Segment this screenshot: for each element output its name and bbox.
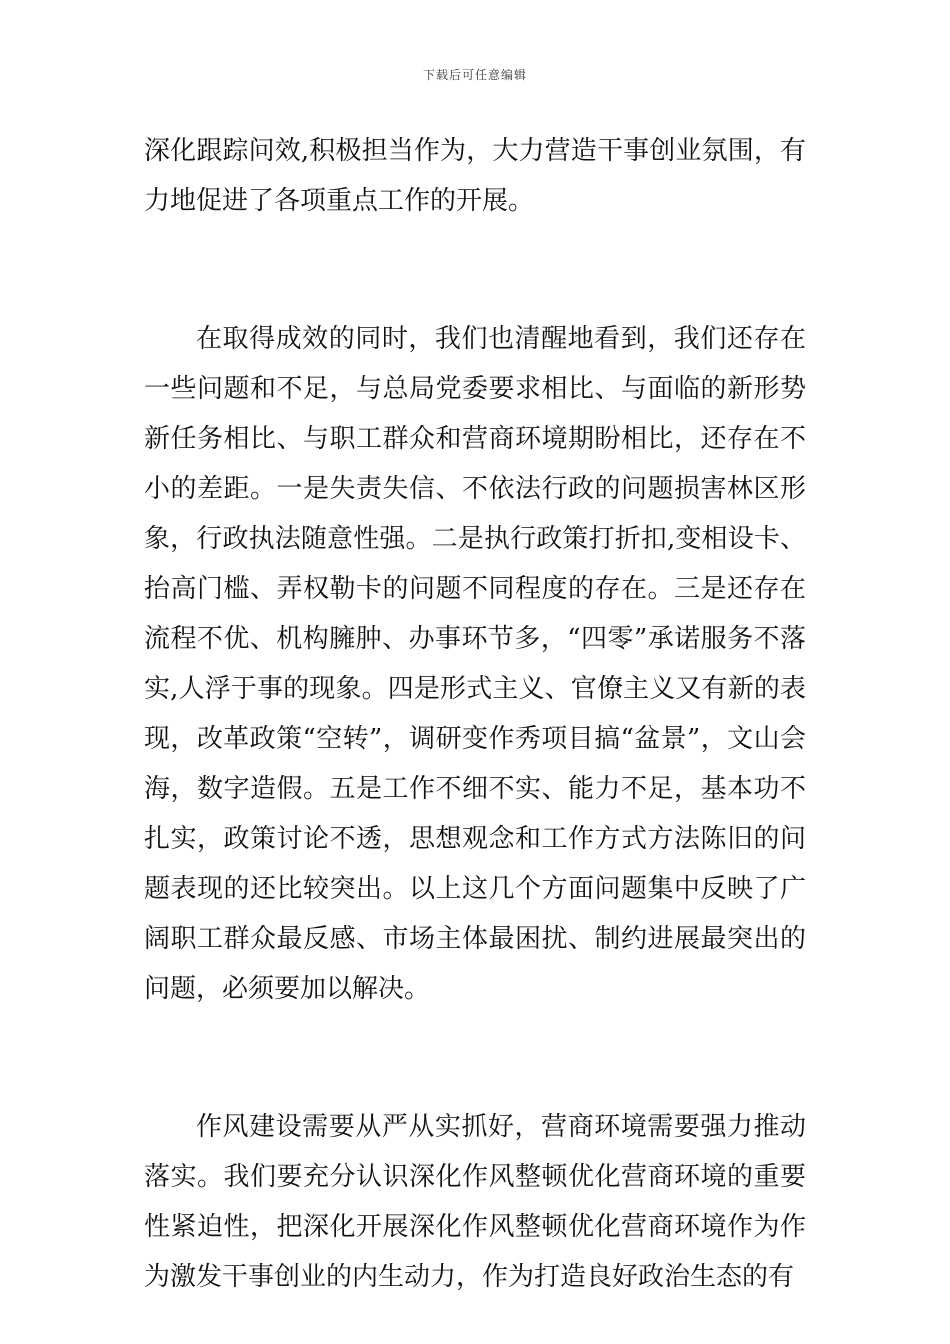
paragraph-problems: 在取得成效的同时，我们也清醒地看到，我们还存在一些问题和不足，与总局党委要求相比、与面临的新形势新任务相比、与职工群众和营商环境期盼相比，还存在不小的差距。一是失责失信、不依法行政的问题损害林区形象，行政执法随意性强。二是执行政策打折扣,变相设卡、抬高门槛、弄权勒卡的问题不同程度的存在。三是还存在流程不优、机构臃肿、办事环节多，“四零”承诺服务不落实,人浮于事的现象。四是形式主义、官僚主义又有新的表现，改革政策“空转”，调研变作秀项目搞“盆景”，文山会海，数字造假。五是工作不细不实、能力不足，基本功不扎实，政策讨论不透，思想观念和工作方式方法陈旧的问题表现的还比较突出。以上这几个方面问题集中反映了广阔职工群众最反感、市场主体最困扰、制约进展最突出的问题，必须要加以解决。	[144, 324, 806, 1004]
paragraph-work-style: 作风建设需要从严从实抓好，营商环境需要强力推动落实。我们要充分认识深化作风整顿优化营商环境的重要性紧迫性，把深化开展深化作风整顿优化营商环境作为作为激发干事创业的内生动力，作为打造良好政治生态的有	[144, 1112, 806, 1292]
document-body	[144, 126, 806, 1302]
header-note: 下载后可任意编辑	[422, 68, 527, 82]
paragraph-continuation: 深化跟踪问效,积极担当作为，大力营造干事创业氛围，有力地促进了各项重点工作的开展。	[144, 136, 806, 216]
